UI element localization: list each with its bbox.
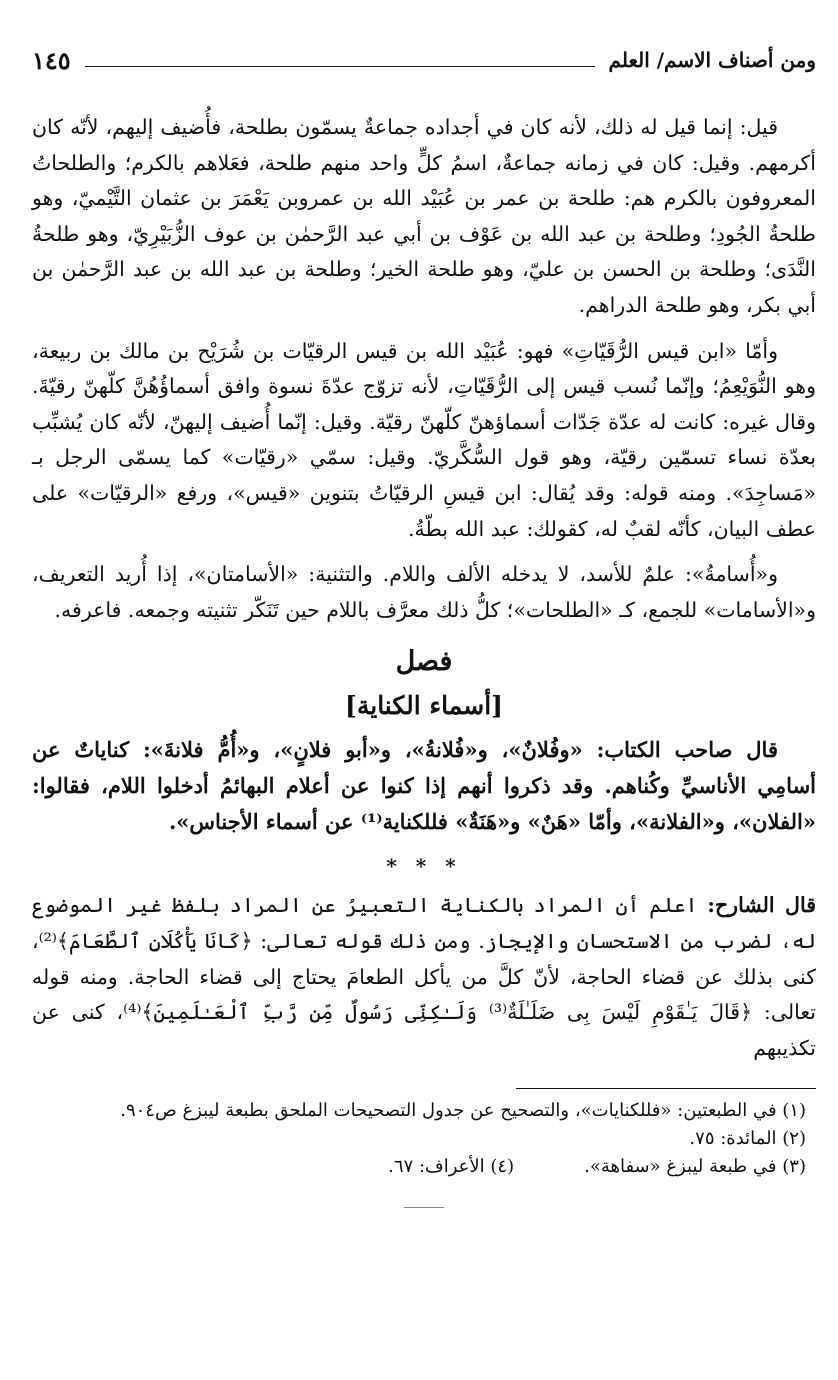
footnote-1: (١) في الطبعتين: «فللكنايات»، والتصحيح عن جدول التصحيحات الملحق بطبعة ليبزغ ص٩٠٤. [120, 1100, 806, 1122]
paragraph-usama: و«أُسامةُ»: علمٌ للأسد، لا يدخله الألف واللام. والتثنية: «الأسامتان»، إذا أُريد التعريف، و«الأسامات» للجمع، كـ «الطلحات»؛ كلُّ ذلك معرَّف باللام حين تَنَكّر تثنيته وجمعه. فاعرفه. [32, 562, 816, 622]
bottom-mark [404, 1207, 444, 1208]
footnote-4: (٤) الأعراف: ٦٧. [388, 1156, 515, 1178]
section-subtitle: [أسماء الكناية] [345, 691, 503, 721]
paragraph-ibn-qays: وأمّا «ابن قيس الرُّقَيّاتِ» فهو: عُبَيْد الله بن قيس الرقيّات بن شُرَيْح بن مالك بن ربيعة، وهو النُّوَيْعِمُ؛ وإنّما نُسب قيس إلى الرُّقَيّاتِ، لأنه تزوّج عدّةَ نسوة وافق أسماؤُهُنَّ كلّهنّ رقيّةَ. وقال غيره: كانت له عدّة جَدّات أسماؤهنّ كلّهنّ رقيّة. وقيل: إنّما أُضيف إليهنّ، لأنّه كان يُشبِّب بعدّة نساء تسمّين رقيّة، وهو قول السُّكَّريّ. وقيل: سمّي «رقيّات» كما يسمّى الرجل بـ «مَساجِدَ». ومنه قوله: وقد يُقال: ابن قيسِ الرقيّاتُ بتنوين «قيس»، ورفع «الرقيّات» على عطف البيان، كأنّه لقبٌ له، كقولك: عبد الله بطّةُ. [32, 338, 816, 541]
matn-text: قال صاحب الكتاب: «وفُلانٌ»، و«فُلانةُ»، و«أبو فلانٍ»، و«أُمُّ فلانةَ»: كناياتٌ عن أسامِي الأناسيِّ وكُناهم. وقد ذكروا أنهم إذا كنوا عن أعلام البهائمُ أدخلوا اللام، فقالوا: «الفلان»، و«الفلانة»، وأمّا «هَنٌ» و«هَنَةٌ» فللكناية⁽¹⁾ عن أسماء الأجناس». [32, 737, 816, 835]
footnote-rule [516, 1088, 816, 1089]
page-header [32, 40, 816, 80]
sharh-label: قال الشارح: [707, 893, 816, 918]
footnote-2: (٢) المائدة: ٧٥. [689, 1128, 806, 1150]
book-page [32, 40, 816, 1208]
footnote-3: (٣) في طبعة ليبزغ «سفاهة». [584, 1156, 806, 1178]
running-title: ومن أصناف الاسم/ العلم [608, 48, 816, 72]
section-title: فصل [395, 646, 453, 678]
page-number: ١٤٥ [32, 45, 71, 75]
sharh-paragraph [32, 888, 816, 1066]
page-body [32, 110, 816, 1208]
footnote-row [32, 1153, 806, 1181]
paragraph-talhat: قيل: إنما قيل له ذلك، لأنه كان في أجداده جماعةٌ يسمّون بطلحة، فأُضيف إليهم، لأنّه كان أكرمهم. وقيل: كان في زمانه جماعةٌ، اسمُ كلٍّ واحد منهم طلحة، فعَلاهم بالكرم؛ والطلحاتُ المعروفون بالكرم هم: طلحة بن عمر بن عُبَيْد الله بن عمروبن يَعْمَرَ بن عثمان التَّيْميّ، وهو طلحةُ الجُودِ؛ وطلحة بن عبد الله بن عَوْف بن أبي عبد الرَّحمٰن بن عوف الزُّبَيْرِيّ، وهو طلحةُ النَّدَى؛ وطلحة بن الحسن بن عليّ، وهو طلحة الخير؛ وطلحة بن عبد الله بن عبد الرَّحمٰن بن أبي بكر، وهو طلحة الدراهم. [32, 115, 816, 317]
header-rule [85, 66, 595, 67]
sharh-text: اعلم أن المراد بالكناية التعبيرُ عن المراد بلفظ غير الموضوع له، لضرب من الاستحسان والإيجاز. ومن ذلك قوله تعالى: ﴿كَانَا يَأْكُلَانِ ٱلطَّعَامَ﴾⁽²⁾، كنى بذلك عن قضاء الحاجة، لأنّ كلَّ من يأكل الطعامَ يحتاج إلى قضاء الحاجة. ومنه قوله تعالى: ﴿قَالَ يَـٰقَوْمِ لَيْسَ بِى ضَلَـٰلَةٌ⁽³⁾ وَلَـٰكِنِّى رَسُولٌ مِّن رَّبِّ ٱلْعَـٰلَمِينَ﴾⁽⁴⁾، كنى عن تكذيبهم [32, 893, 816, 1060]
section-divider-stars: * * * [386, 854, 462, 879]
